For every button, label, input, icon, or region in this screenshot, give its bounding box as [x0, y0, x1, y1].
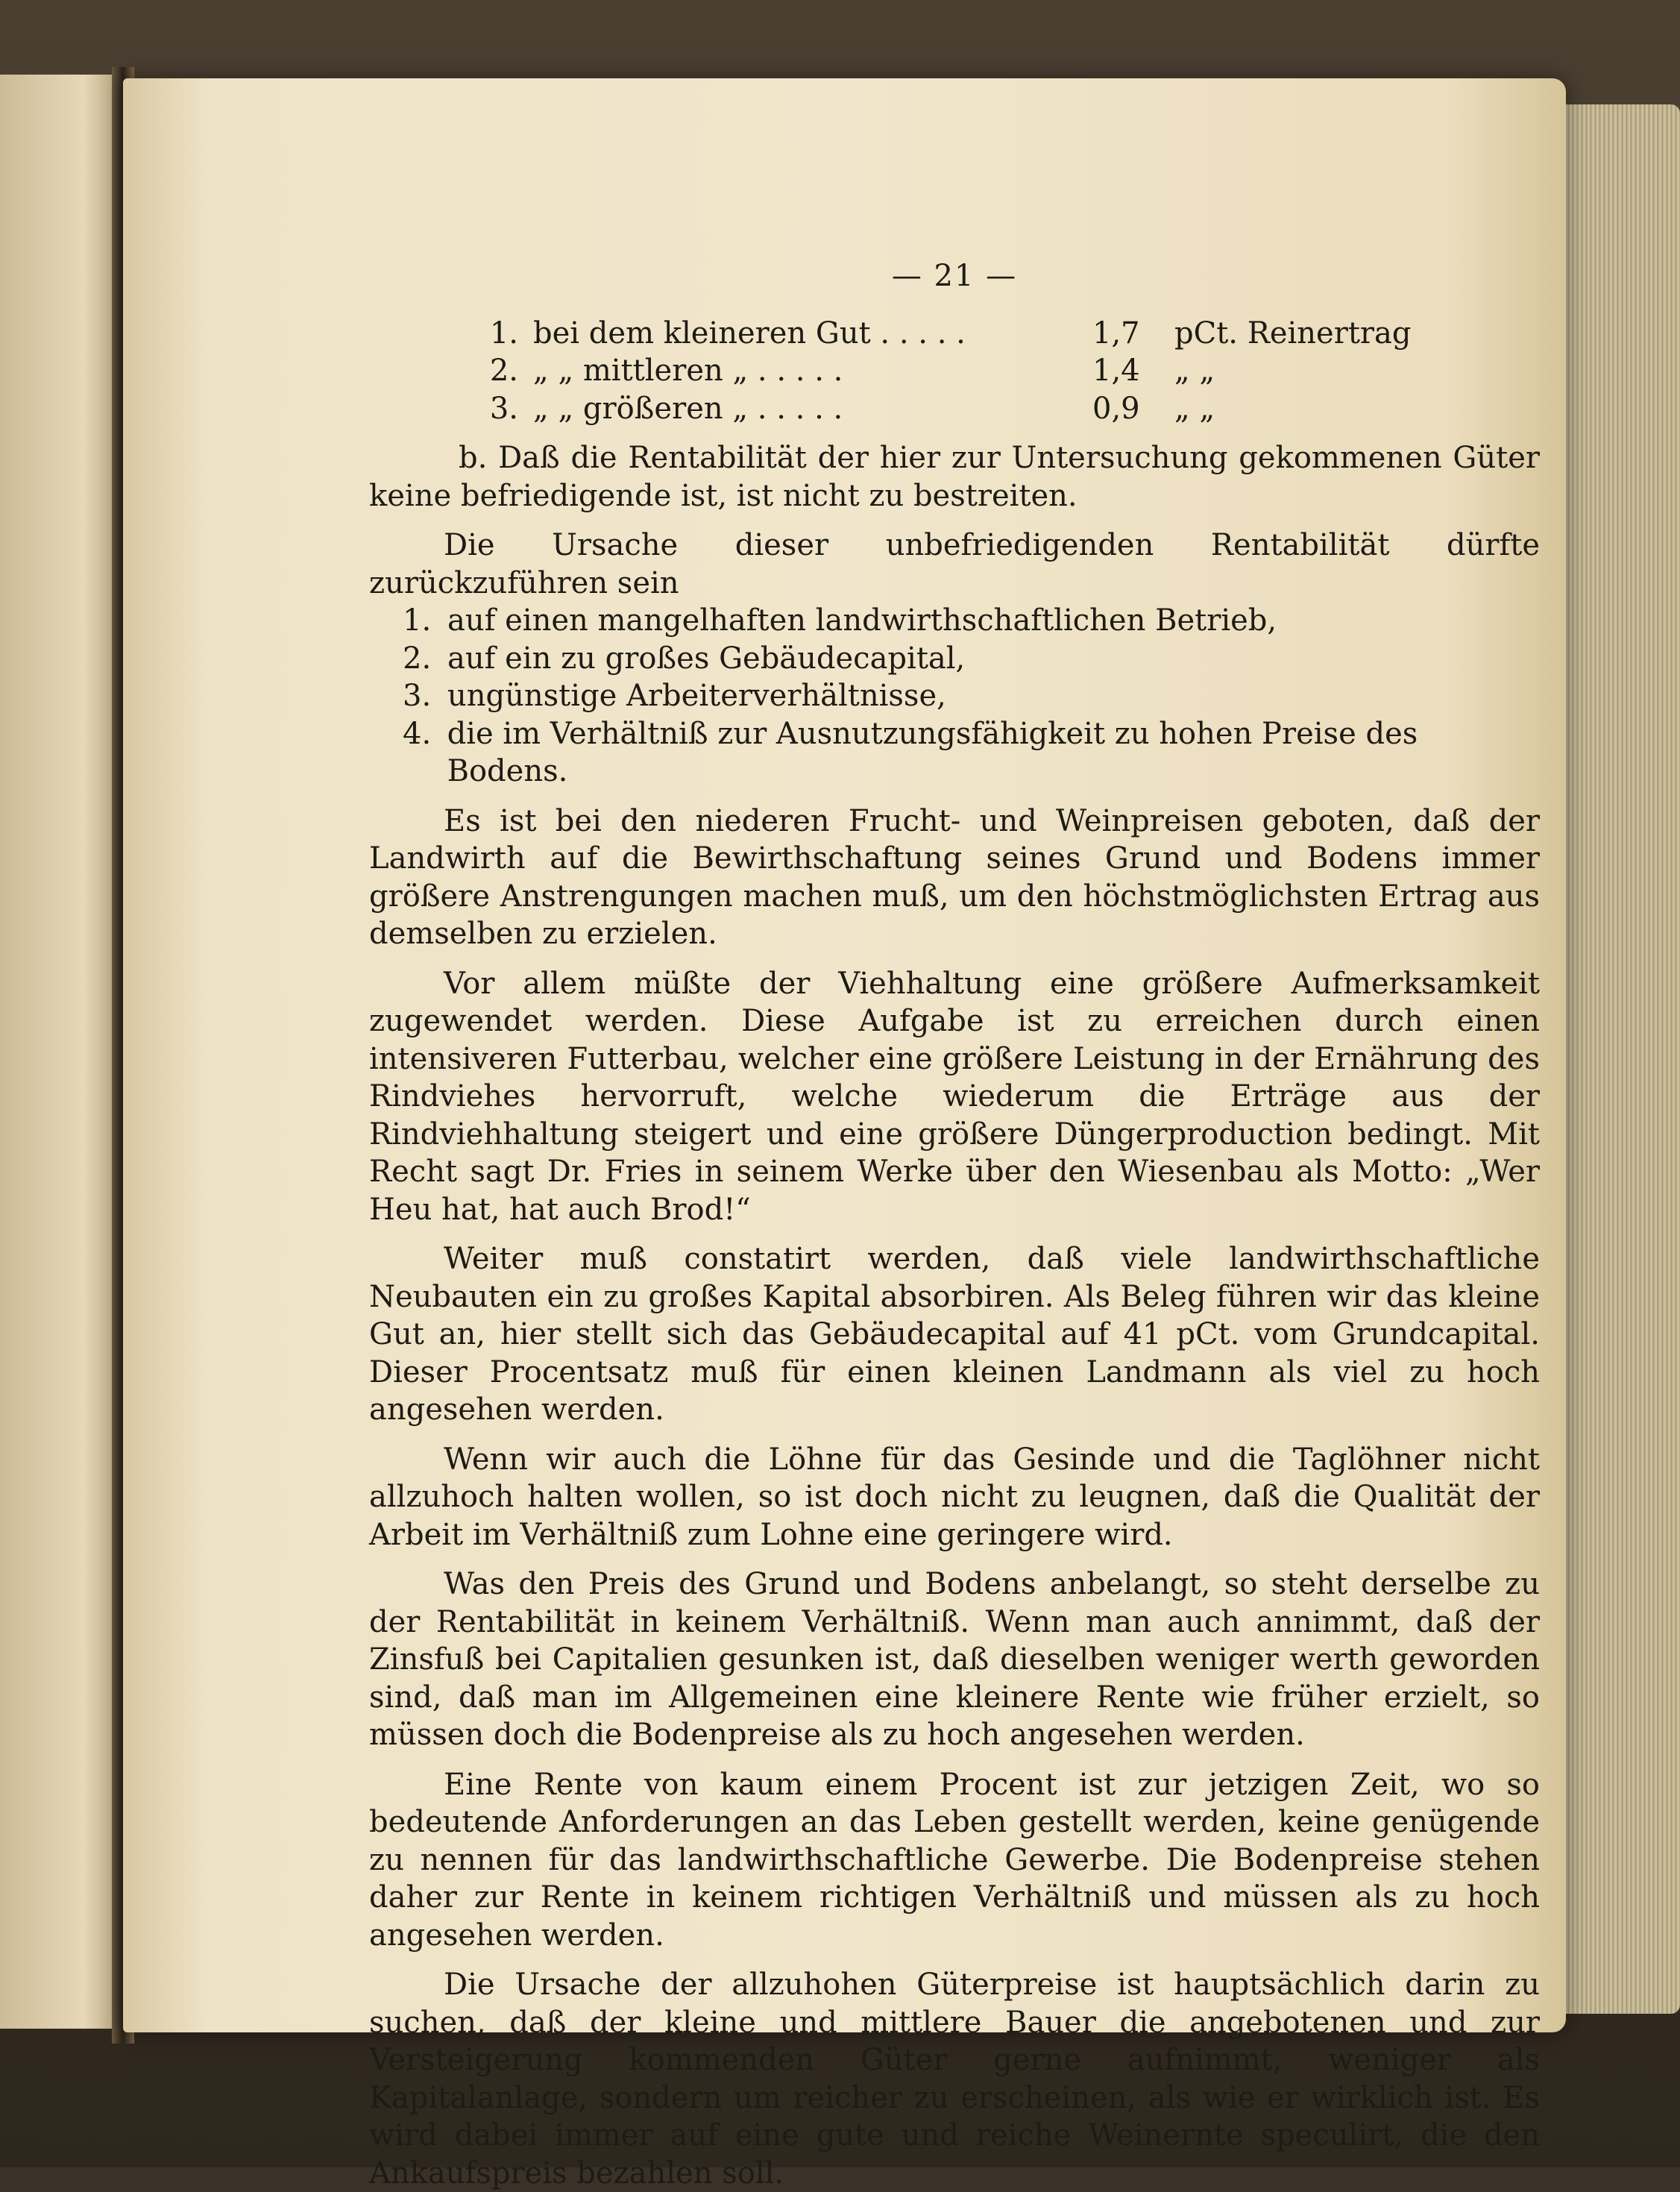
body-paragraph: Wenn wir auch die Löhne für das Gesinde und die Taglöhner nicht allzuhoch halten wollen, so ist doch nicht zu leugnen, daß die Qualität der Arbeit im Verhältniß zum Lohne eine geringere wird.	[369, 1442, 1540, 1552]
body-paragraph: Eine Rente von kaum einem Procent ist zur jetzigen Zeit, wo so bedeutende Anforderungen an das Leben gestellt werden, keine genügende zu nennen für das landwirthschaftliche Gewerbe. Die Bodenpreise stehen daher zur Rente in keinem richtigen Verhältniß und müssen als zu hoch angesehen werden.	[369, 1767, 1540, 1953]
stat-value: 1,7	[1092, 315, 1140, 351]
cause-number: 2.	[403, 641, 432, 676]
page-number: — 21 —	[891, 259, 1018, 293]
cause-item	[369, 715, 1540, 791]
body-paragraph: Es ist bei den niederen Frucht- und Weinpreisen geboten, daß der Landwirth auf die Bewirthschaftung seines Grund und Bodens immer größere Anstrengungen machen muß, um den höchstmöglichsten Ertrag aus demselben zu erzielen.	[369, 803, 1540, 951]
cause-number: 1.	[403, 603, 432, 638]
stat-label: „ „ größeren „ . . . . .	[533, 391, 843, 426]
cause-item	[369, 602, 1540, 640]
stat-value: 1,4	[1092, 354, 1140, 388]
causes-intro: Die Ursache dieser unbefriedigenden Rentabilität dürfte zurückzuführen sein	[369, 528, 1540, 600]
cause-text: ungünstige Arbeiterverhältnisse,	[447, 679, 946, 713]
stat-row	[369, 352, 1540, 390]
body-paragraph: Vor allem müßte der Viehhaltung eine größere Aufmerksamkeit zugewendet werden. Diese Aufgabe ist zu erreichen durch einen intensiveren Futterbau, welcher eine größere Leistung in der Ernährung des Rindviehes hervorruft, welche wiederum die Erträge aus der Rindviehhaltung steigert und eine größere Düngerproduction bedingt. Mit Recht sagt Dr. Fries in seinem Werke über den Wiesenbau als Motto: „Wer Heu hat, hat auch Brod!“	[369, 966, 1540, 1227]
stat-value: 0,9	[1092, 391, 1140, 426]
stat-row	[369, 390, 1540, 428]
stat-unit: „ „	[1174, 354, 1215, 388]
body-paragraph: Die Ursache der allzuhohen Güterpreise ist hauptsächlich darin zu suchen, daß der kleine und mittlere Bauer die angebotenen und zur Versteigerung kommenden Güter gerne aufnimmt, weniger als Kapitalanlage, sondern um reicher zu erscheinen, als wie er wirklich ist. Es wird dabei immer auf eine gute und reiche Weinernte speculirt, die den Ankaufspreis bezahlen soll.	[369, 1968, 1540, 2191]
stat-unit: pCt. Reinertrag	[1174, 315, 1412, 351]
stat-unit: „ „	[1174, 391, 1215, 426]
cause-text: auf ein zu großes Gebäudecapital,	[447, 641, 966, 676]
stat-number: 2.	[489, 354, 518, 388]
stat-number: 1.	[489, 315, 518, 351]
page-text	[369, 257, 1540, 2192]
page-stack-edge	[1551, 104, 1680, 2014]
left-page-edge	[0, 75, 119, 2029]
cause-number: 3.	[403, 679, 432, 713]
stat-label: „ „ mittleren „ . . . . .	[533, 354, 843, 388]
stat-row	[369, 315, 1540, 353]
stat-number: 3.	[489, 391, 518, 426]
book-page	[123, 78, 1566, 2191]
cause-number: 4.	[403, 716, 432, 751]
cause-text: die im Verhältniß zur Ausnutzungsfähigkeit zu hohen Preise des Bodens.	[447, 716, 1418, 788]
cause-text: auf einen mangelhaften landwirthschaftlichen Betrieb,	[447, 603, 1277, 638]
cause-item	[369, 677, 1540, 715]
cause-item	[369, 640, 1540, 678]
body-paragraph: Weiter muß constatirt werden, daß viele landwirthschaftliche Neubauten ein zu großes Kapital absorbiren. Als Beleg führen wir das kleine Gut an, hier stellt sich das Gebäudecapital auf 41 pCt. vom Grundcapital. Dieser Procentsatz muß für einen kleinen Landmann als viel zu hoch angesehen werden.	[369, 1242, 1540, 1427]
paragraph-b: b. Daß die Rentabilität der hier zur Untersuchung gekommenen Güter keine befriedigende ist, ist nicht zu bestreiten.	[369, 441, 1540, 513]
stat-label: bei dem kleineren Gut . . . . .	[533, 315, 966, 351]
body-paragraph: Was den Preis des Grund und Bodens anbelangt, so steht derselbe zu der Rentabilität in keinem Verhältniß. Wenn man auch annimmt, daß der Zinsfuß bei Capitalien gesunken ist, daß dieselben weniger werth geworden sind, daß man im Allgemeinen eine kleinere Rente wie früher erzielt, so müssen doch die Bodenpreise als zu hoch angesehen werden.	[369, 1567, 1540, 1752]
